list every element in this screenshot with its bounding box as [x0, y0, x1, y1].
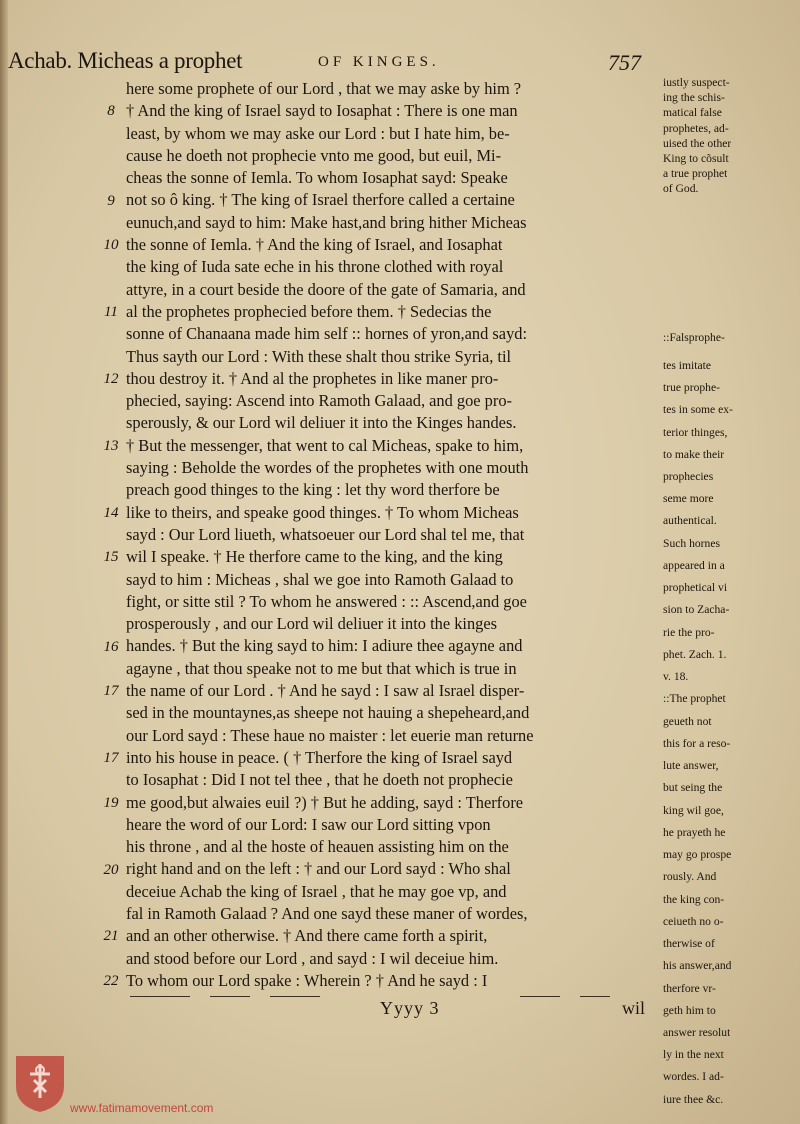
text-line: cause he doeth not prophecie vnto me good, but euil, Mi- — [126, 145, 502, 165]
text-line: the name of our Lord . † And he sayd : I saw al Israel disper- — [126, 681, 525, 701]
text-line: the sonne of Iemla. † And the king of Israel, and Iosaphat — [126, 235, 503, 255]
verse-number: 12 — [103, 370, 119, 387]
rule-segment — [210, 996, 250, 997]
verse-number: 13 — [103, 437, 119, 454]
margin-note-line: therfore vr- — [663, 981, 716, 995]
margin-note-line: geth him to — [663, 1003, 716, 1017]
folio-number: 757 — [608, 50, 641, 75]
margin-note-line: answer resolut — [663, 1026, 731, 1039]
margin-note-line: ceiueth no o- — [663, 914, 724, 928]
margin-note-line: prophetes, ad- — [663, 121, 729, 135]
text-line: fal in Ramoth Galaad ? And one sayd these maner of wordes, — [126, 903, 528, 923]
margin-note-line: wordes. I ad- — [663, 1070, 724, 1084]
margin-note-line: uised the other — [663, 136, 732, 150]
margin-note-line: ::Falsprophe- — [663, 331, 725, 344]
margin-note-line: a true prophet — [663, 167, 728, 181]
text-line: phecied, saying: Ascend into Ramoth Galaad, and goe pro- — [126, 391, 512, 411]
margin-note-line: rie the pro- — [663, 625, 715, 639]
text-line: into his house in peace. ( † Therfore the king of Israel sayd — [126, 747, 513, 767]
text-line: prosperously , and our Lord wil deliuer it into the kinges — [126, 614, 497, 634]
verse-number: 11 — [104, 304, 118, 320]
text-line: our Lord sayd : These haue no maister : let euerie man returne — [126, 725, 534, 745]
margin-note-line: appeared in a — [663, 558, 725, 572]
text-line: heare the word of our Lord: I saw our Lord sitting vpon — [126, 814, 491, 834]
text-line: † But the messenger, that went to cal Micheas, spake to him, — [126, 435, 524, 455]
text-line: the king of Iuda sate eche in his throne clothed with royal — [126, 257, 504, 277]
text-line: cheas the sonne of Iemla. To whom Iosaphat sayd: Speake — [126, 168, 508, 188]
margin-note-line: King to cõsult — [663, 152, 729, 165]
margin-note-line: ly in the next — [663, 1048, 724, 1062]
text-line: here some prophete of our Lord , that we may aske by him ? — [126, 79, 522, 98]
margin-note-line: may go prospe — [663, 848, 732, 862]
margin-note-line: seme more — [663, 492, 714, 506]
margin-note-line: lute answer, — [663, 759, 719, 773]
margin-note-line: rously. And — [663, 870, 717, 884]
margin-note-line: authentical. — [663, 514, 717, 528]
margin-note-line: tes in some ex- — [663, 403, 733, 417]
verse-number: 8 — [107, 103, 115, 120]
rule-segment — [270, 996, 320, 997]
text-line: and stood before our Lord , and sayd : I wil deceiue him. — [126, 948, 499, 968]
margin-note-line: phet. Zach. 1. — [663, 647, 727, 661]
fatima-seal-icon — [12, 1052, 68, 1114]
text-line: preach good thinges to the king : let thy word therfore be — [126, 480, 500, 500]
verse-number: 19 — [103, 794, 119, 811]
watermark-url[interactable]: www.fatimamovement.com — [70, 1101, 214, 1115]
text-line: wil I speake. † He therfore came to the king, and the king — [126, 547, 503, 567]
header-book-title: OF KINGES. — [318, 54, 440, 70]
margin-note-line: king wil goe, — [663, 803, 724, 817]
margin-note-line: prophecies — [663, 470, 714, 483]
rule-segment — [130, 996, 190, 997]
margin-note-line: to make their — [663, 447, 725, 461]
rule-segment — [580, 996, 610, 997]
margin-note-line: ::The prophet — [663, 692, 726, 706]
margin-note-line: ing the schis- — [663, 91, 725, 105]
margin-note-line: prophetical vi — [663, 581, 728, 595]
text-line: to Iosaphat : Did I not tel thee , that he doeth not prophecie — [126, 770, 513, 790]
text-line: eunuch,and sayd to him: Make hast,and bring hither Micheas — [126, 212, 527, 232]
verse-number: 17 — [103, 683, 119, 700]
text-line: al the prophetes prophecied before them. † Sedecias the — [126, 301, 492, 321]
margin-note-line: terior thinges, — [663, 425, 728, 439]
margin-note-line: Such hornes — [663, 536, 720, 550]
running-header — [8, 46, 658, 82]
catchword: wil — [622, 998, 646, 1018]
margin-note-line: the king con- — [663, 892, 725, 906]
text-line: † And the king of Israel sayd to Iosaphat : There is one man — [126, 101, 518, 121]
margin-note-line: he prayeth he — [663, 825, 726, 839]
margin-note-line: matical false — [663, 106, 722, 120]
signature-mark: Yyyy 3 — [380, 998, 440, 1018]
margin-note-line: iure thee &c. — [663, 1092, 724, 1106]
text-line: least, by whom we may aske our Lord : but I hate him, be- — [126, 123, 510, 143]
text-line: me good,but alwaies euil ?) † But he adding, sayd : Therfore — [126, 792, 524, 812]
text-line: Thus sayth our Lord : With these shalt thou strike Syria, til — [126, 346, 512, 366]
margin-note-line: geueth not — [663, 714, 712, 728]
text-line: sperously, & our Lord wil deliuer it into the Kinges handes. — [126, 413, 517, 433]
verse-number: 17 — [103, 750, 119, 766]
margin-note-line: true prophe- — [663, 381, 720, 395]
text-line: sayd to him : Micheas , shal we goe into Ramoth Galaad to — [126, 569, 514, 589]
margin-note-line: therwise of — [663, 937, 715, 951]
margin-note-line: tes imitate — [663, 358, 711, 372]
text-line: sayd : Our Lord liueth, whatsoeuer our Lord shal tel me, that — [126, 524, 525, 544]
page-edge-shadow — [0, 0, 8, 1124]
text-line: thou destroy it. † And al the prophetes in like maner pro- — [126, 368, 499, 388]
text-line: agayne , that thou speake not to me but that which is true in — [126, 658, 517, 678]
verse-number: 16 — [103, 638, 119, 655]
rule-segment — [520, 996, 560, 997]
text-line: like to theirs, and speake good thinges. † To whom Micheas — [126, 502, 519, 522]
margin-note-line: but seing the — [663, 781, 723, 795]
margin-note-line: his answer,and — [663, 959, 732, 973]
text-line: right hand and on the left : † and our Lord sayd : Who shal — [126, 859, 511, 879]
verse-number: 9 — [107, 192, 115, 209]
text-line: deceiue Achab the king of Israel , that he may goe vp, and — [126, 881, 507, 901]
verse-number: 14 — [103, 504, 119, 521]
text-line: To whom our Lord spake : Wherein ? † And he sayd : I — [126, 970, 488, 990]
header-left-title: Achab. Micheas a prophet — [8, 48, 243, 73]
margin-note-line: this for a reso- — [663, 736, 731, 750]
margin-note-line: sion to Zacha- — [663, 603, 730, 617]
verse-number: 10 — [103, 237, 119, 254]
text-line: his throne , and al the hoste of heauen assisting him on the — [126, 837, 509, 857]
text-line: and an other otherwise. † And there came forth a spirit, — [126, 926, 488, 946]
main-text-column — [126, 78, 658, 992]
text-line: not so ô king. † The king of Israel therfore called a certaine — [126, 190, 515, 210]
margin-note-line: of God. — [663, 182, 699, 196]
text-line: sed in the mountaynes,as sheepe not hauing a shepeheard,and — [126, 703, 530, 723]
verse-number: 22 — [103, 973, 119, 989]
text-line: sonne of Chanaana made him self :: hornes of yron,and sayd: — [126, 324, 528, 344]
margin-note-line: v. 18. — [663, 670, 689, 684]
text-line: handes. † But the king sayd to him: I adiure thee agayne and — [126, 636, 523, 656]
text-line: attyre, in a court beside the doore of the gate of Samaria, and — [126, 279, 526, 299]
verse-number: 21 — [103, 928, 119, 945]
text-line: saying : Beholde the wordes of the prophetes with one mouth — [126, 458, 529, 478]
text-line: fight, or sitte stil ? To whom he answered : :: Ascend,and goe — [126, 591, 527, 611]
verse-number: 15 — [103, 549, 119, 566]
verse-number: 20 — [103, 861, 119, 878]
margin-note-line: iustly suspect- — [663, 76, 730, 89]
